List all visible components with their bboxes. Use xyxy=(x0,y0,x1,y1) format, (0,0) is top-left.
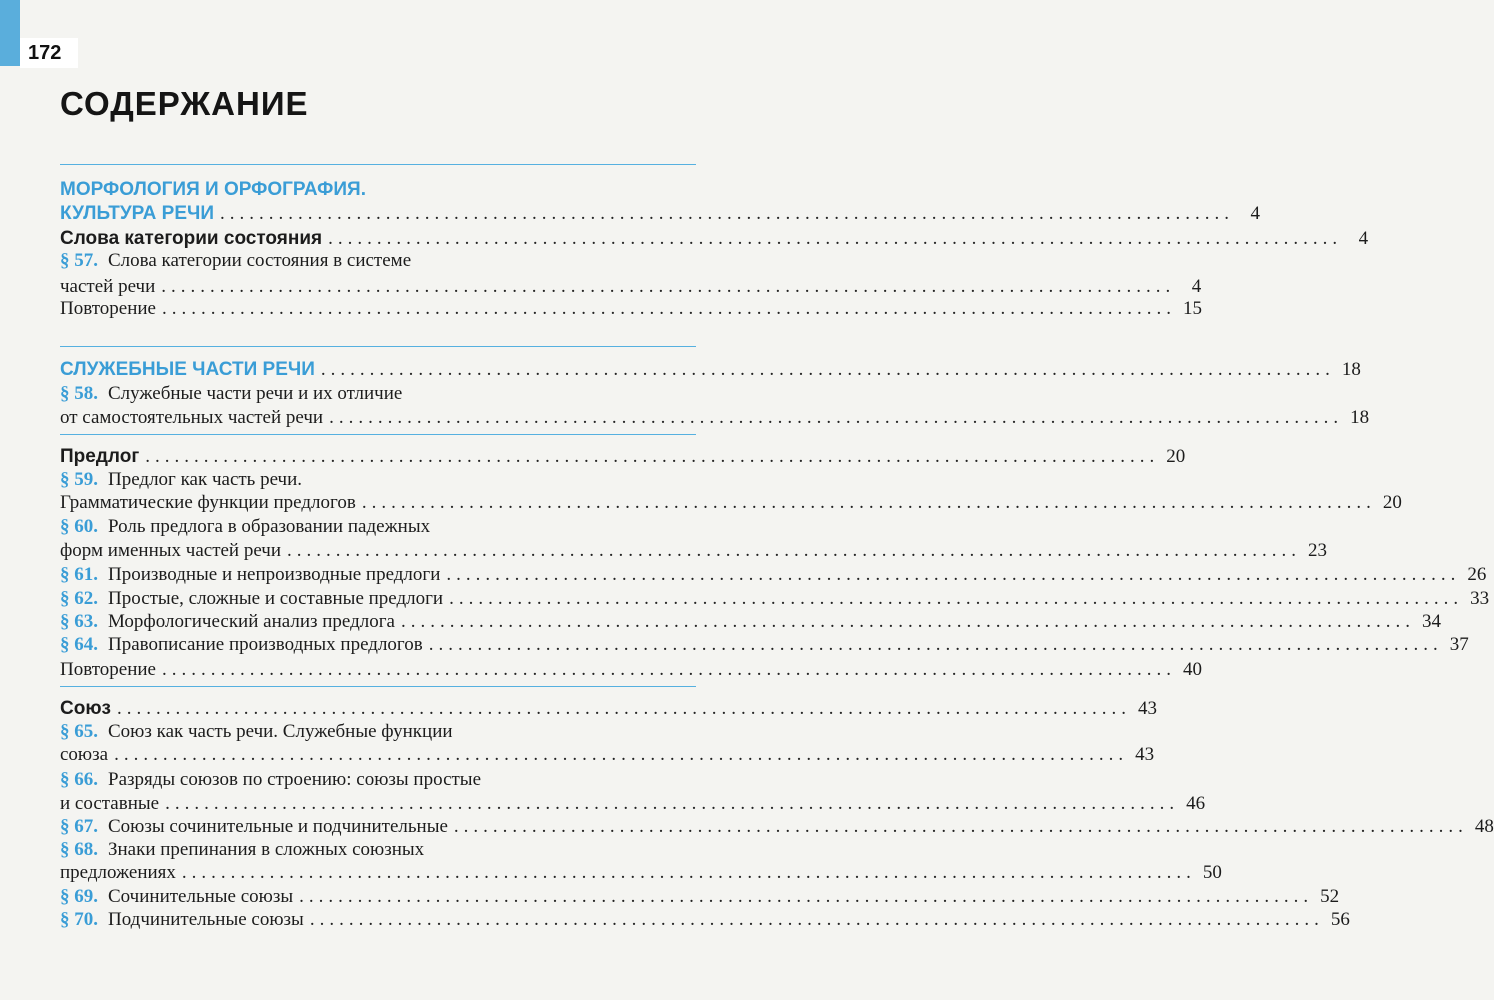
page-ref: 18 xyxy=(1350,407,1370,428)
page-ref: 48 xyxy=(1474,816,1494,837)
toc-item[interactable] xyxy=(60,885,1340,909)
heading-text: КУЛЬТУРА РЕЧИ xyxy=(60,203,215,224)
page-ref: 18 xyxy=(1341,359,1361,380)
toc-subheading[interactable] xyxy=(60,697,1157,721)
section-number: § 57. xyxy=(60,250,98,271)
item-text: Простые, сложные и составные предлоги xyxy=(108,588,444,609)
page-number: 172 xyxy=(20,38,78,68)
item-text: Подчинительные союзы xyxy=(108,909,304,930)
dot-leader: ........................................................................................................ xyxy=(328,228,1343,249)
item-text: и составные xyxy=(60,793,160,814)
toc-heading[interactable] xyxy=(60,358,1361,382)
item-text: Производные и непроизводные предлоги xyxy=(108,564,441,585)
section-number: § 68. xyxy=(60,839,98,860)
toc-item[interactable] xyxy=(60,908,1350,932)
toc-item[interactable] xyxy=(60,861,1222,885)
toc-item[interactable] xyxy=(60,743,1155,767)
section-number: § 62. xyxy=(60,588,98,609)
subheading-text: Слова категории состояния xyxy=(60,228,323,249)
item-text: Служебные части речи и их отличие xyxy=(108,383,403,404)
page-tab-marker xyxy=(0,0,20,66)
item-text: частей речи xyxy=(60,276,156,297)
page-ref: 46 xyxy=(1186,793,1206,814)
page-ref: 33 xyxy=(1470,588,1490,609)
item-text: от самостоятельных частей речи xyxy=(60,407,324,428)
toc-item[interactable] xyxy=(60,275,1202,299)
item-text: Повторение xyxy=(60,298,156,319)
dot-leader: ........................................................................................................ xyxy=(117,698,1131,719)
page-ref: 20 xyxy=(1382,492,1402,513)
item-text: Союзы сочинительные и подчинительные xyxy=(108,816,448,837)
section-number: § 65. xyxy=(60,721,98,742)
dot-leader: ........................................................................................................ xyxy=(161,276,1176,297)
item-text: Морфологический анализ предлога xyxy=(108,611,395,632)
item-text: Сочинительные союзы xyxy=(108,886,294,907)
dot-leader: ........................................................................................................ xyxy=(181,862,1196,883)
dot-leader: ........................................................................................................ xyxy=(145,446,1160,467)
item-text: предложениях xyxy=(60,862,176,883)
page-ref: 15 xyxy=(1182,298,1202,319)
page-ref: 50 xyxy=(1202,862,1222,883)
subheading-text: Предлог xyxy=(60,446,140,467)
item-text: союза xyxy=(60,744,109,765)
toc-item[interactable] xyxy=(60,838,696,862)
section-divider xyxy=(60,434,696,435)
toc-item[interactable] xyxy=(60,587,1490,611)
toc-item[interactable] xyxy=(60,768,696,792)
toc-item[interactable] xyxy=(60,539,1328,563)
dot-leader: ........................................................................................................ xyxy=(453,816,1468,837)
toc-item[interactable] xyxy=(60,249,696,273)
section-number: § 60. xyxy=(60,516,98,537)
section-number: § 59. xyxy=(60,469,98,490)
toc-heading[interactable] xyxy=(60,178,696,202)
dot-leader: ........................................................................................................ xyxy=(161,659,1176,680)
page-ref: 4 xyxy=(1250,203,1261,224)
page-ref: 56 xyxy=(1330,909,1350,930)
section-number: § 58. xyxy=(60,383,98,404)
dot-leader: ........................................................................................................ xyxy=(220,203,1235,224)
page-ref: 20 xyxy=(1166,446,1186,467)
item-text: Знаки препинания в сложных союзных xyxy=(108,839,425,860)
toc-item[interactable] xyxy=(60,406,1370,430)
toc-item[interactable] xyxy=(60,792,1206,816)
section-divider xyxy=(60,346,696,347)
item-text: Правописание производных предлогов xyxy=(108,634,423,655)
page-ref: 52 xyxy=(1320,886,1340,907)
dot-leader: ........................................................................................................ xyxy=(329,407,1344,428)
item-text: Грамматические функции предлогов xyxy=(60,492,356,513)
page-ref: 40 xyxy=(1182,659,1202,680)
item-text: Роль предлога в образовании падежных xyxy=(108,516,431,537)
toc-item[interactable] xyxy=(60,382,696,406)
page-ref: 4 xyxy=(1358,228,1369,249)
dot-leader: ........................................................................................................ xyxy=(165,793,1180,814)
dot-leader: ........................................................................................................ xyxy=(400,611,1415,632)
heading-text: СЛУЖЕБНЫЕ ЧАСТИ РЕЧИ xyxy=(60,359,315,380)
toc-item[interactable] xyxy=(60,468,696,492)
page-ref: 43 xyxy=(1138,698,1157,719)
section-number: § 67. xyxy=(60,816,98,837)
toc-subheading[interactable] xyxy=(60,445,1186,469)
subheading-text: Союз xyxy=(60,698,111,719)
item-text: Предлог как часть речи. xyxy=(108,469,303,490)
section-divider xyxy=(60,164,696,165)
item-text: Разряды союзов по строению: союзы простые xyxy=(108,769,482,790)
toc-item[interactable] xyxy=(60,610,1441,634)
dot-leader: ........................................................................................................ xyxy=(299,886,1314,907)
dot-leader: ........................................................................................................ xyxy=(161,298,1176,319)
dot-leader: ........................................................................................................ xyxy=(287,540,1302,561)
section-number: § 61. xyxy=(60,564,98,585)
section-divider xyxy=(60,686,696,687)
page-ref: 37 xyxy=(1449,634,1469,655)
page-ref: 26 xyxy=(1467,564,1487,585)
page-ref: 4 xyxy=(1191,276,1202,297)
page-ref: 34 xyxy=(1421,611,1441,632)
page-ref: 43 xyxy=(1135,744,1155,765)
dot-leader: ........................................................................................................ xyxy=(449,588,1464,609)
section-number: § 66. xyxy=(60,769,98,790)
item-text: Повторение xyxy=(60,659,156,680)
page-ref: 23 xyxy=(1308,540,1328,561)
toc-item[interactable] xyxy=(60,515,696,539)
toc-subheading[interactable] xyxy=(60,227,1369,251)
heading-text: МОРФОЛОГИЯ И ОРФОГРАФИЯ. xyxy=(60,179,366,200)
page-title: СОДЕРЖАНИЕ xyxy=(60,85,309,122)
item-text: форм именных частей речи xyxy=(60,540,282,561)
dot-leader: ........................................................................................................ xyxy=(320,359,1335,380)
toc-item[interactable] xyxy=(60,563,1487,587)
toc-item[interactable] xyxy=(60,720,696,744)
toc-item[interactable] xyxy=(60,297,1202,321)
toc-heading[interactable] xyxy=(60,202,1261,226)
dot-leader: ........................................................................................................ xyxy=(309,909,1324,930)
dot-leader: ........................................................................................................ xyxy=(446,564,1461,585)
dot-leader: ........................................................................................................ xyxy=(114,744,1129,765)
section-number: § 70. xyxy=(60,909,98,930)
toc-item[interactable] xyxy=(60,633,1469,657)
item-text: Слова категории состояния в системе xyxy=(108,250,412,271)
item-text: Союз как часть речи. Служебные функции xyxy=(108,721,453,742)
toc-item[interactable] xyxy=(60,491,1402,515)
section-number: § 64. xyxy=(60,634,98,655)
toc-item[interactable] xyxy=(60,815,1494,839)
section-number: § 69. xyxy=(60,886,98,907)
dot-leader: ........................................................................................................ xyxy=(428,634,1443,655)
dot-leader: ........................................................................................................ xyxy=(361,492,1376,513)
section-number: § 63. xyxy=(60,611,98,632)
toc-item[interactable] xyxy=(60,658,1202,682)
